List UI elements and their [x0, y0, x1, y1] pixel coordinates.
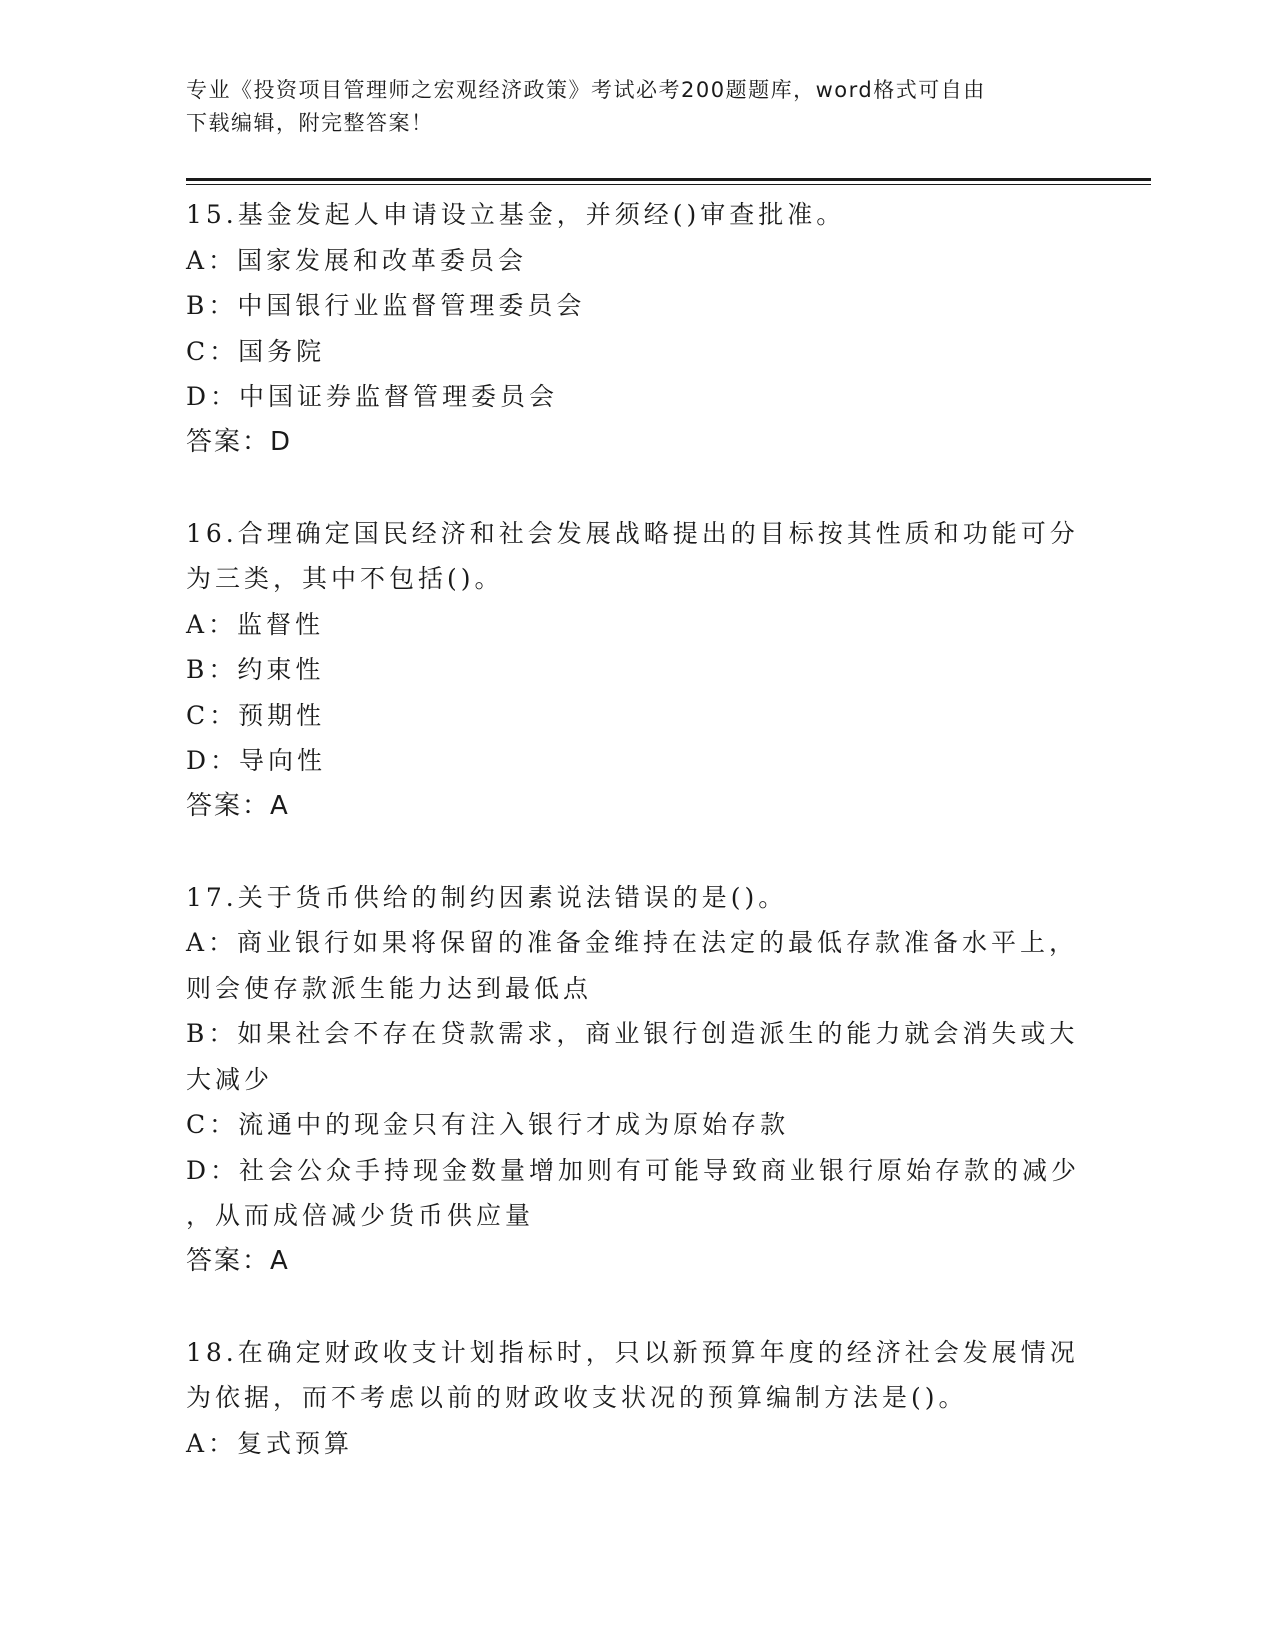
- question-list: [186, 192, 1086, 1466]
- answer-option: D：导向性: [186, 746, 327, 775]
- answer-key: 答案：A: [186, 790, 290, 821]
- answer-option: A：商业银行如果将保留的准备金维持在法定的最低存款准备水平上，: [186, 928, 1079, 957]
- answer-option: D：中国证券监督管理委员会: [186, 382, 559, 411]
- question-spacer: [186, 1284, 1086, 1330]
- header-line: 下载编辑，附完整答案！: [186, 111, 434, 135]
- answer-option: B：如果社会不存在贷款需求，商业银行创造派生的能力就会消失或大: [186, 1019, 1079, 1048]
- question-stem: 为三类，其中不包括()。: [186, 564, 504, 593]
- header-divider-thick: [186, 178, 1151, 181]
- question-block: [186, 1330, 1086, 1467]
- question-stem: 15.基金发起人申请设立基金，并须经()审查批准。: [186, 200, 846, 229]
- answer-option: C：国务院: [186, 336, 326, 366]
- question-spacer: [186, 829, 1086, 875]
- answer-option: C：预期性: [186, 700, 326, 730]
- answer-option: ，从而成倍减少货币供应量: [186, 1201, 535, 1230]
- answer-option: A：复式预算: [186, 1428, 354, 1458]
- header-line: 专业《投资项目管理师之宏观经济政策》考试必考200题题库，word格式可自由: [186, 78, 986, 102]
- document-header: [186, 74, 1066, 140]
- answer-option: B：约束性: [186, 655, 325, 684]
- header-divider-thin: [186, 184, 1151, 185]
- answer-key: 答案：D: [186, 426, 293, 457]
- question-stem: 18.在确定财政收支计划指标时，只以新预算年度的经济社会发展情况: [186, 1337, 1079, 1367]
- answer-key: 答案：A: [186, 1245, 290, 1276]
- answer-option: A：监督性: [186, 609, 325, 639]
- question-stem: 为依据，而不考虑以前的财政收支状况的预算编制方法是()。: [186, 1383, 968, 1412]
- answer-option: 大减少: [186, 1064, 274, 1094]
- question-block: [186, 192, 1086, 465]
- answer-option: A：国家发展和改革委员会: [186, 245, 528, 275]
- question-block: [186, 875, 1086, 1285]
- answer-option: 则会使存款派生能力达到最低点: [186, 973, 593, 1003]
- answer-option: B：中国银行业监督管理委员会: [186, 291, 586, 320]
- question-stem: 17.关于货币供给的制约因素说法错误的是()。: [186, 882, 788, 912]
- answer-option: D：社会公众手持现金数量增加则有可能导致商业银行原始存款的减少: [186, 1155, 1081, 1185]
- question-block: [186, 511, 1086, 830]
- question-spacer: [186, 465, 1086, 511]
- question-stem: 16.合理确定国民经济和社会发展战略提出的目标按其性质和功能可分: [186, 518, 1079, 548]
- answer-option: C：流通中的现金只有注入银行才成为原始存款: [186, 1110, 790, 1139]
